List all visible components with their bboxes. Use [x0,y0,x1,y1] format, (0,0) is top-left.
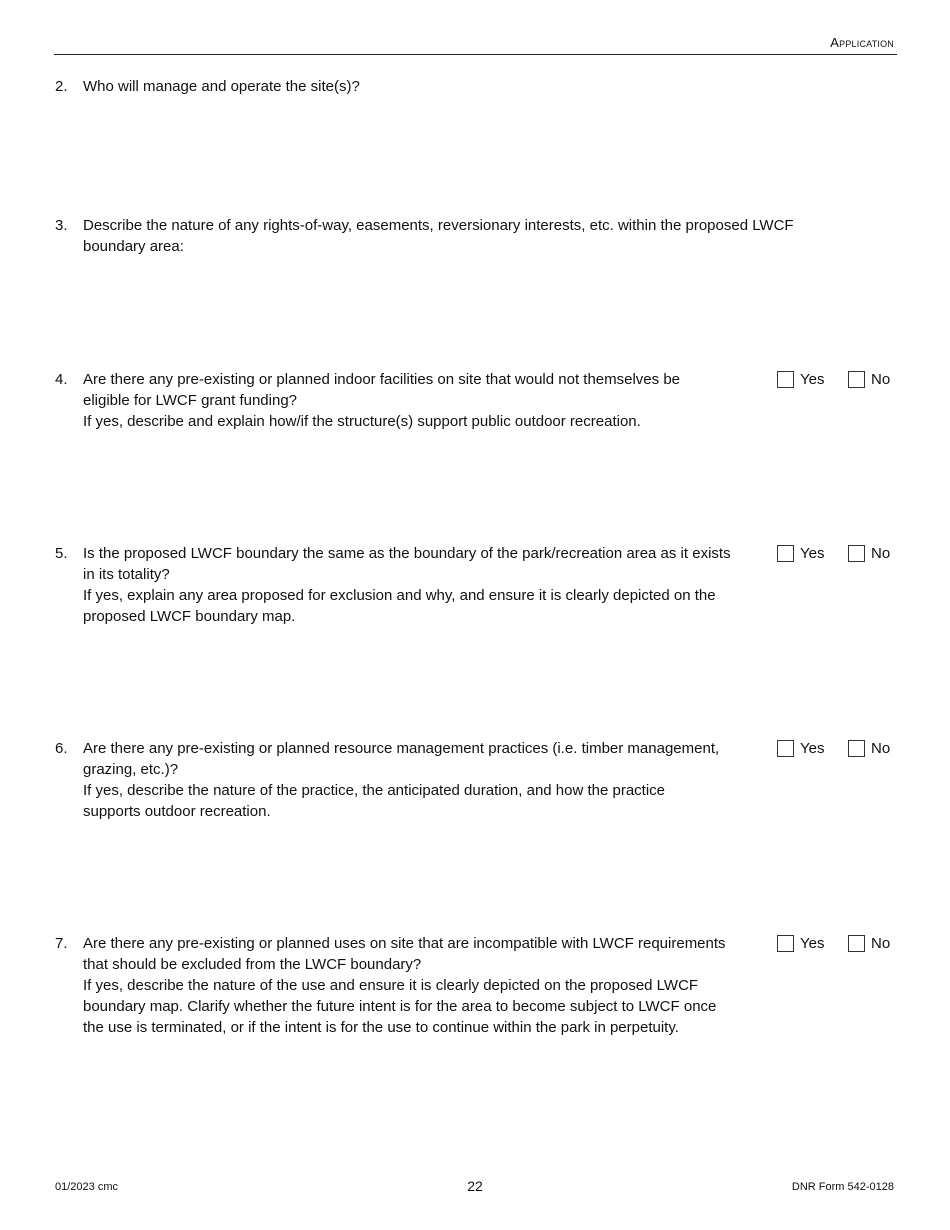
no-label: No [871,740,891,757]
question-line: grazing, etc.)? [83,761,179,778]
question-number: 4. [55,371,68,388]
yes-option[interactable] [777,738,824,759]
footer-date: 01/2023 cmc [55,1181,118,1193]
no-option[interactable] [848,933,890,954]
question-line: that should be excluded from the LWCF boundary? [83,956,422,973]
question-number: 7. [55,935,68,952]
question-line: If yes, describe the nature of the practice, the anticipated duration, and how the practice [83,782,666,799]
question-line: eligible for LWCF grant funding? [83,392,297,409]
header-label: Application [830,35,894,50]
question-text [83,76,360,97]
yes-option[interactable] [777,543,824,564]
question-text [83,543,731,627]
no-checkbox[interactable] [848,935,865,952]
question-line: proposed LWCF boundary map. [83,608,296,625]
question-line: in its totality? [83,566,170,583]
no-checkbox[interactable] [848,545,865,562]
yes-checkbox[interactable] [777,545,794,562]
question-line: the use is terminated, or if the intent is for the use to continue within the park in perpetuity. [83,1019,679,1036]
question-line: Describe the nature of any rights-of-way, easements, reversionary interests, etc. within the proposed LWCF [83,217,794,234]
question-line: Are there any pre-existing or planned uses on site that are incompatible with LWCF requirements [83,935,726,952]
yes-checkbox[interactable] [777,740,794,757]
yes-label: Yes [800,740,825,757]
yes-label: Yes [800,935,825,952]
header-rule [54,54,897,55]
question-line: supports outdoor recreation. [83,803,271,820]
question-number: 5. [55,545,68,562]
question-text [83,215,794,257]
question-text [83,738,719,822]
question-line: Are there any pre-existing or planned resource management practices (i.e. timber management, [83,740,720,757]
question-line: If yes, explain any area proposed for exclusion and why, and ensure it is clearly depicted on the [83,587,716,604]
question-line: boundary area: [83,238,184,255]
no-option[interactable] [848,369,890,390]
no-label: No [871,935,891,952]
question-text [83,369,680,432]
question-line: Who will manage and operate the site(s)? [83,78,360,95]
question-line: boundary map. Clarify whether the future intent is for the area to become subject to LWCF once [83,998,717,1015]
yes-label: Yes [800,545,825,562]
no-option[interactable] [848,738,890,759]
no-checkbox[interactable] [848,740,865,757]
question-text [83,933,726,1038]
no-label: No [871,545,891,562]
question-line: If yes, describe the nature of the use and ensure it is clearly depicted on the proposed LWCF [83,977,699,994]
yes-option[interactable] [777,369,824,390]
question-line: Is the proposed LWCF boundary the same as the boundary of the park/recreation area as it exists [83,545,731,562]
form-number: DNR Form 542-0128 [791,1181,894,1193]
no-checkbox[interactable] [848,371,865,388]
yes-checkbox[interactable] [777,935,794,952]
no-option[interactable] [848,543,890,564]
yes-option[interactable] [777,933,824,954]
question-line: Are there any pre-existing or planned indoor facilities on site that would not themselves be [83,371,681,388]
question-number: 2. [55,78,68,95]
question-line: If yes, describe and explain how/if the structure(s) support public outdoor recreation. [83,413,641,430]
yes-checkbox[interactable] [777,371,794,388]
page-number: 22 [467,1178,483,1194]
question-number: 3. [55,217,68,234]
no-label: No [871,371,891,388]
question-number: 6. [55,740,68,757]
yes-label: Yes [800,371,825,388]
